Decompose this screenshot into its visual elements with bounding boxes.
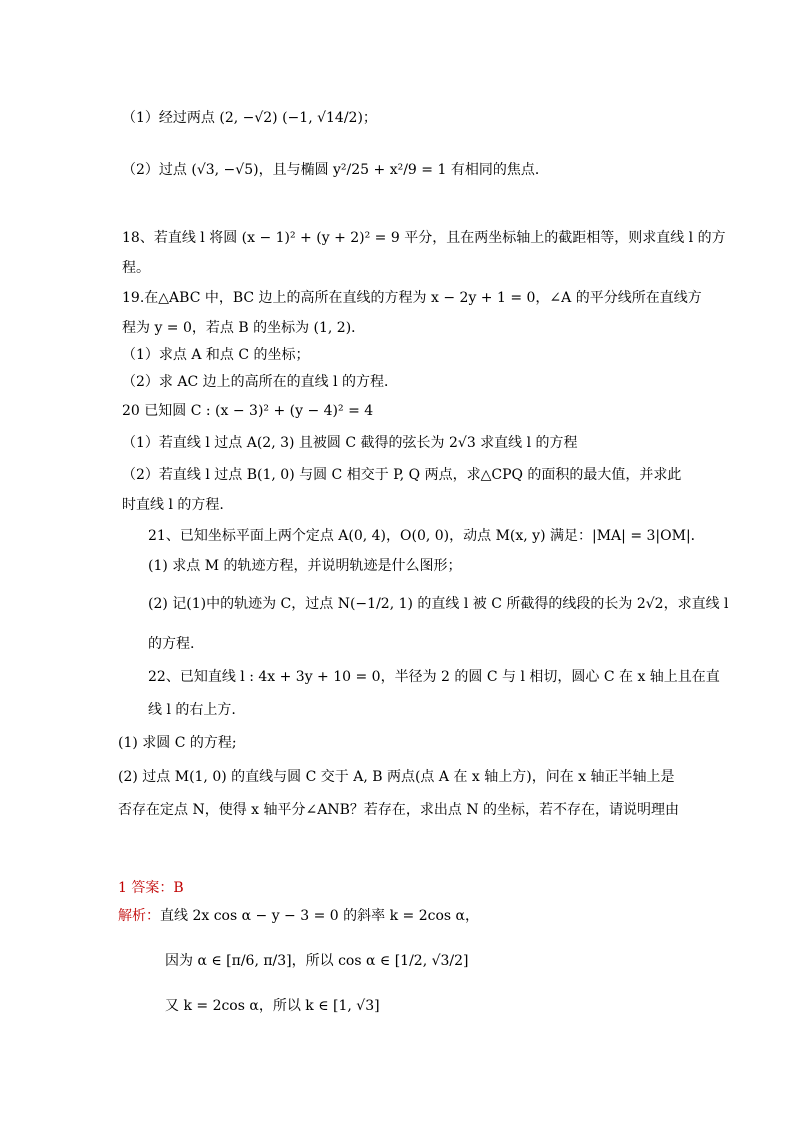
answer-1-step-1: 因为 α ∈ [π/6, π/3]，所以 cos α ∈ [1/2, √3/2]	[165, 953, 469, 969]
problem-17-part-1: （1）经过两点 (2, −√2) (−1, √14/2)；	[122, 110, 377, 126]
problem-21-part-2-line-2: 的方程.	[148, 636, 195, 652]
answer-1-analysis-text: 直线 2x cos α − y − 3 = 0 的斜率 k = 2cos α，	[160, 908, 479, 924]
problem-21-stem: 21、已知坐标平面上两个定点 A(0, 4)，O(0, 0)，动点 M(x, y) 满足：|MA| = 3|OM|．	[148, 528, 705, 544]
problem-20-part-2-line-1: （2）若直线 l 过点 B(1, 0) 与圆 C 相交于 P, Q 两点，求△CPQ 的面积的最大值，并求此	[122, 467, 682, 483]
problem-19-line-1: 19.在△ABC 中，BC 边上的高所在直线的方程为 x − 2y + 1 = 0，∠A 的平分线所在直线方	[122, 290, 702, 306]
analysis-label: 解析：	[118, 908, 160, 924]
problem-19-line-2: 程为 y = 0，若点 B 的坐标为 (1, 2)．	[122, 320, 366, 336]
answer-1-step-2: 又 k = 2cos α，所以 k ∈ [1, √3]	[165, 998, 380, 1014]
problem-22-part-1: (1) 求圆 C 的方程;	[118, 735, 237, 751]
problem-22-part-2-line-1: (2) 过点 M(1, 0) 的直线与圆 C 交于 A, B 两点(点 A 在 x 轴上方)，问在 x 轴正半轴上是	[118, 769, 675, 785]
problem-22-line-1: 22、已知直线 l : 4x + 3y + 10 = 0，半径为 2 的圆 C 与 l 相切，圆心 C 在 x 轴上且在直	[148, 669, 720, 685]
problem-20-stem: 20 已知圆 C : (x − 3)² + (y − 4)² = 4	[122, 403, 374, 419]
problem-18-line-2: 程。	[122, 260, 150, 276]
problem-21-part-1: (1) 求点 M 的轨迹方程，并说明轨迹是什么图形；	[148, 558, 462, 574]
problem-20-part-1: （1）若直线 l 过点 A(2, 3) 且被圆 C 截得的弦长为 2√3 求直线 l 的方程	[122, 435, 578, 451]
problem-22-part-2-line-2: 否存在定点 N，使得 x 轴平分∠ANB？若存在，求出点 N 的坐标，若不存在，请说明理由	[118, 802, 680, 818]
problem-21-part-2-line-1: (2) 记(1)中的轨迹为 C，过点 N(−1/2, 1) 的直线 l 被 C 所截得的线段的长为 2√2，求直线 l	[148, 596, 729, 612]
problem-20-part-2-line-2: 时直线 l 的方程.	[122, 497, 224, 513]
answer-1-analysis	[118, 906, 479, 926]
answer-1-label: 1 答案：B	[118, 880, 184, 896]
problem-17-part-2: （2）过点 (√3, −√5)，且与椭圆 y²/25 + x²/9 = 1 有相同的焦点．	[122, 162, 549, 178]
problem-22-line-2: 线 l 的右上方.	[148, 702, 236, 718]
problem-18-line-1: 18、若直线 l 将圆 (x − 1)² + (y + 2)² = 9 平分，且在两坐标轴上的截距相等，则求直线 l 的方	[122, 230, 726, 246]
problem-19-part-1: （1）求点 A 和点 C 的坐标；	[122, 347, 310, 363]
problem-19-part-2: （2）求 AC 边上的高所在的直线 l 的方程．	[122, 374, 399, 390]
